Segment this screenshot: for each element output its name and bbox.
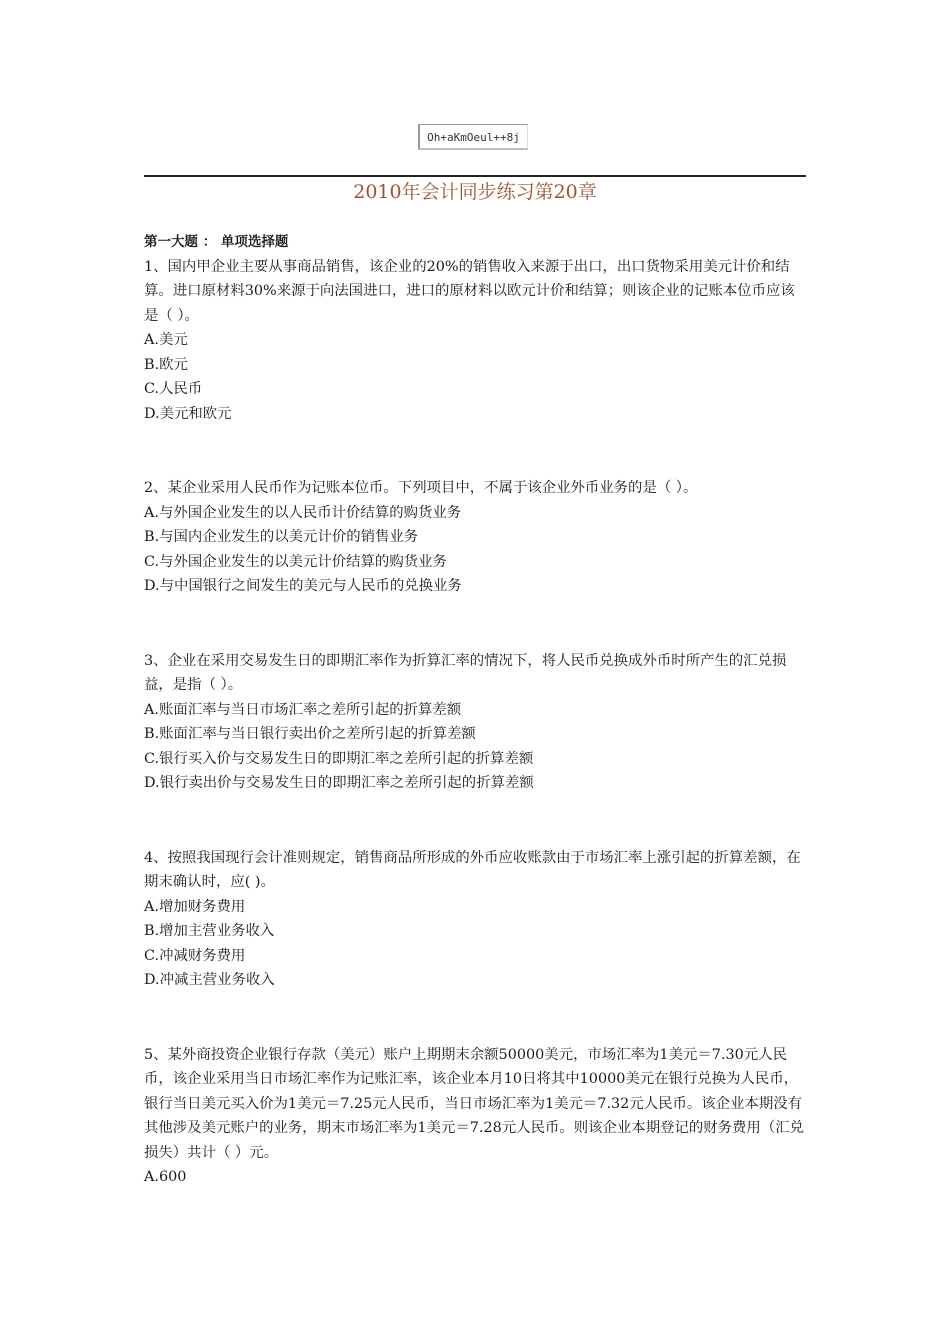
spacer (144, 599, 808, 649)
option-a: A.美元 (144, 332, 188, 348)
question-4 (144, 846, 808, 993)
question-stem: 4、按照我国现行会计准则规定，销售商品所形成的外币应收账款由于市场汇率上涨引起的折算差额，在期末确认时，应( )。 (144, 849, 801, 890)
option-b: B.欧元 (144, 356, 188, 373)
spacer (144, 993, 808, 1043)
option-b: B.与国内企业发生的以美元计价的销售业务 (144, 529, 419, 545)
question-5 (144, 1043, 808, 1190)
document-title: 2010年会计同步练习第20章 (353, 181, 597, 203)
question-1 (144, 255, 808, 427)
option-a: A.账面汇率与当日市场汇率之差所引起的折算差额 (144, 701, 462, 718)
option-c: C.人民币 (144, 381, 203, 397)
option-c: C.银行买入价与交易发生日的即期汇率之差所引起的折算差额 (144, 750, 534, 767)
option-b: B.账面汇率与当日银行卖出价之差所引起的折算差额 (144, 726, 476, 742)
option-a: A.600 (144, 1169, 187, 1185)
option-a: A.增加财务费用 (144, 898, 246, 915)
section-heading: 第一大题 ： 单项选择题 (144, 234, 289, 250)
question-3 (144, 649, 808, 796)
question-stem: 3、企业在采用交易发生日的即期汇率作为折算汇率的情况下，将人民币兑换成外币时所产生的汇兑损益，是指（ ）。 (144, 652, 787, 693)
question-2 (144, 476, 808, 599)
option-a: A.与外国企业发生的以人民币计价结算的购货业务 (144, 504, 462, 521)
question-stem: 5、某外商投资企业银行存款（美元）账户上期期末余额50000美元，市场汇率为1美元＝7.30元人民币，该企业采用当日市场汇率作为记账汇率，该企业本月10日将其中10000美元在银行兑换为人民币，银行当日美元买入价为1美元＝7.25元人民币，当日市场汇率为1美元＝7.32元人民币。该企业本期没有其他涉及美元账户的业务，期末市场汇率为1美元＝7.28元人民币。则该企业本期登记的财务费用（汇兑损失）共计（ ）元。 (144, 1046, 804, 1161)
option-d: D.与中国银行之间发生的美元与人民币的兑换业务 (144, 578, 462, 594)
spacer (144, 796, 808, 846)
option-d: D.冲减主营业务收入 (144, 972, 275, 988)
document-body (144, 230, 808, 1190)
option-d: D.银行卖出价与交易发生日的即期汇率之差所引起的折算差额 (144, 775, 534, 791)
spacer (144, 426, 808, 476)
question-stem: 2、某企业采用人民币作为记账本位币。下列项目中，不属于该企业外币业务的是（ ）。 (144, 480, 698, 496)
option-d: D.美元和欧元 (144, 405, 232, 422)
option-b: B.增加主营业务收入 (144, 923, 275, 939)
option-c: C.冲减财务费用 (144, 947, 246, 964)
question-stem: 1、国内甲企业主要从事商品销售，该企业的20%的销售收入来源于出口，出口货物采用美元计价和结算。进口原材料30%来源于向法国进口，进口的原材料以欧元计价和结算；则该企业的记账本位币应该是（ ）。 (144, 258, 795, 324)
document-code-box: Oh+aKmOeul++8j (418, 124, 528, 150)
option-c: C.与外国企业发生的以美元计价结算的购货业务 (144, 553, 447, 570)
